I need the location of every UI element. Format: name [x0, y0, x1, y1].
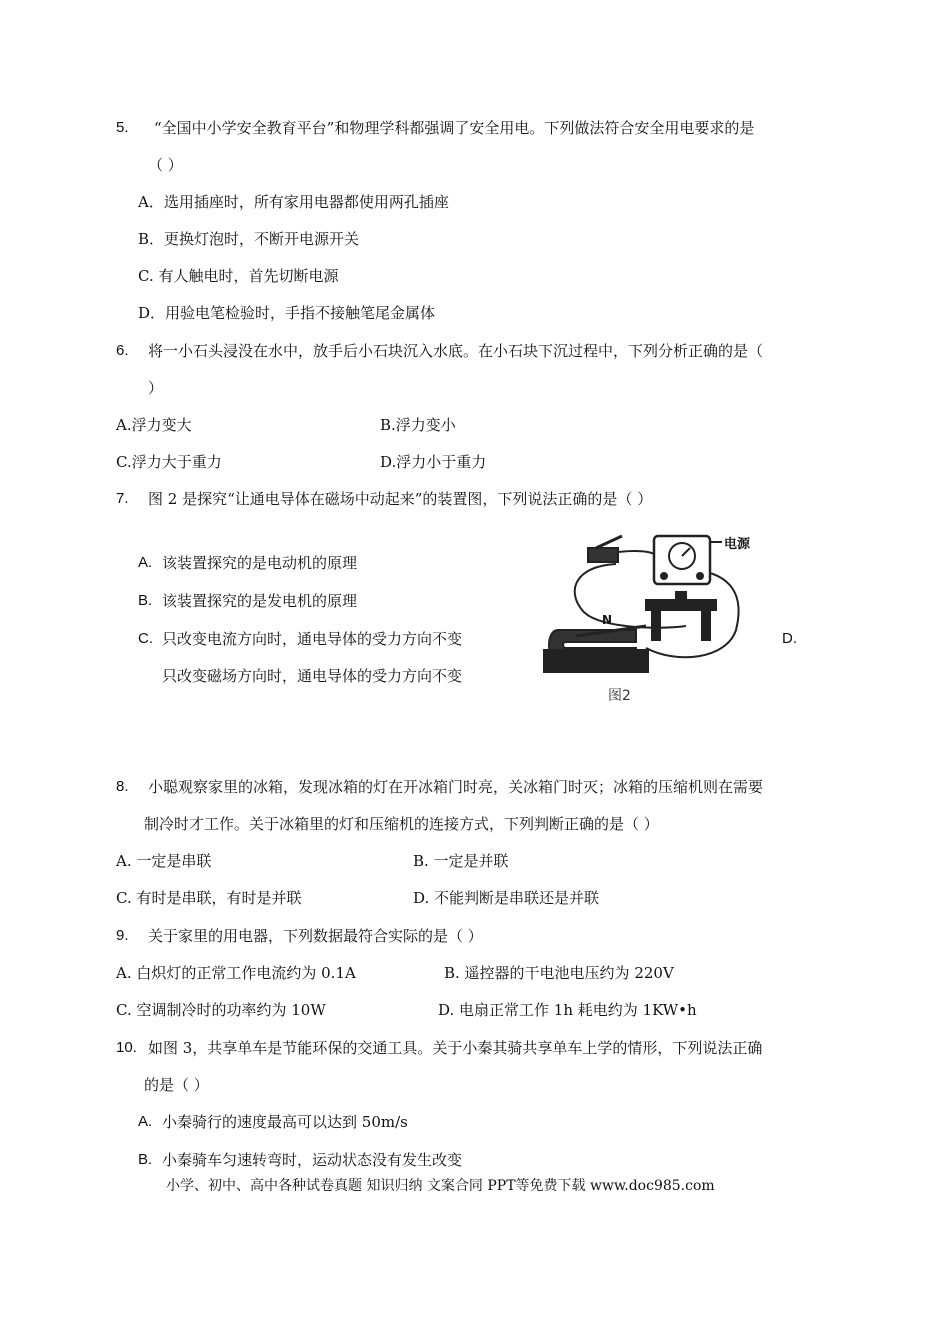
- question-7-option-a: 该装置探究的是电动机的原理: [162, 554, 358, 572]
- question-9-option-d: D. 电扇正常工作 1h 耗电约为 1KW•h: [438, 1001, 697, 1019]
- question-8-option-b: B. 一定是并联: [413, 852, 509, 870]
- figure-2-caption: 图2: [608, 688, 631, 704]
- question-5-answer-blank: （ ）: [148, 156, 183, 174]
- question-7-option-c-letter: C.: [138, 630, 153, 647]
- question-5-option-c: C. 有人触电时，首先切断电源: [138, 267, 339, 285]
- question-5-stem: “全国中小学安全教育平台”和物理学科都强调了安全用电。下列做法符合安全用电要求的是: [154, 119, 755, 137]
- question-9-option-a: A. 白炽灯的正常工作电流约为 0.1A: [116, 964, 356, 982]
- question-8-option-d: D. 不能判断是串联还是并联: [413, 889, 600, 907]
- question-6-stem-end: ）: [148, 379, 164, 397]
- question-9-number: 9.: [116, 927, 129, 944]
- question-9-option-c: C. 空调制冷时的功率约为 10W: [116, 1001, 326, 1019]
- question-5-option-d: D．用验电笔检验时，手指不接触笔尾金属体: [138, 304, 436, 322]
- question-6-option-a: A.浮力变大: [116, 416, 192, 434]
- question-9-option-b: B. 遥控器的干电池电压约为 220V: [444, 964, 674, 982]
- question-8-option-c: C. 有时是串联，有时是并联: [116, 889, 302, 907]
- question-7-stem: 图 2 是探究“让通电导体在磁场中动起来”的装置图，下列说法正确的是（ ）: [148, 490, 653, 508]
- question-7-option-b-letter: B.: [138, 592, 153, 609]
- question-10-option-b-letter: B.: [138, 1151, 153, 1168]
- question-7-option-d: 只改变磁场方向时，通电导体的受力方向不变: [162, 667, 463, 685]
- question-8-stem-line2: 制冷时才工作。关于冰箱里的灯和压缩机的连接方式，下列判断正确的是（ ）: [144, 815, 659, 833]
- question-7-option-d-letter: D.: [782, 630, 797, 647]
- question-6-stem: 将一小石头浸没在水中，放手后小石块沉入水底。在小石块下沉过程中，下列分析正确的是（: [148, 342, 764, 360]
- question-5-number: 5.: [116, 119, 129, 136]
- question-7-number: 7.: [116, 490, 129, 507]
- question-5-option-a: A．选用插座时，所有家用电器都使用两孔插座: [138, 193, 449, 211]
- question-10-stem-line2: 的是（ ）: [144, 1076, 209, 1094]
- question-8-stem: 小聪观察家里的冰箱，发现冰箱的灯在开冰箱门时亮，关冰箱门时灭；冰箱的压缩机则在需要: [148, 778, 764, 796]
- question-6-option-c: C.浮力大于重力: [116, 453, 222, 471]
- question-10-option-a: 小秦骑行的速度最高可以达到 50m/s: [162, 1113, 408, 1131]
- question-8-option-a: A. 一定是串联: [116, 852, 212, 870]
- figure-2-apparatus: [536, 530, 770, 710]
- question-10-option-a-letter: A.: [138, 1113, 153, 1130]
- question-6-option-d: D.浮力小于重力: [380, 453, 487, 471]
- figure-2-north-pole-label: N: [602, 613, 613, 627]
- question-7-option-b: 该装置探究的是发电机的原理: [162, 592, 358, 610]
- question-9-stem: 关于家里的用电器，下列数据最符合实际的是（ ）: [148, 927, 483, 945]
- question-7-option-c: 只改变电流方向时，通电导体的受力方向不变: [162, 630, 463, 648]
- question-5-option-b: B．更换灯泡时，不断开电源开关: [138, 230, 360, 248]
- question-7-option-a-letter: A.: [138, 554, 153, 571]
- question-6-number: 6.: [116, 342, 129, 359]
- figure-2-power-label: 电源: [724, 537, 751, 552]
- question-10-option-b: 小秦骑车匀速转弯时，运动状态没有发生改变: [162, 1151, 463, 1169]
- question-10-number: 10.: [116, 1039, 137, 1056]
- page-footer: 小学、初中、高中各种试卷真题 知识归纳 文案合同 PPT等免费下载 www.doc985.com: [166, 1178, 715, 1194]
- question-8-number: 8.: [116, 778, 129, 795]
- question-6-option-b: B.浮力变小: [380, 416, 456, 434]
- question-10-stem: 如图 3，共享单车是节能环保的交通工具。关于小秦其骑共享单车上学的情形，下列说法正确: [148, 1039, 763, 1057]
